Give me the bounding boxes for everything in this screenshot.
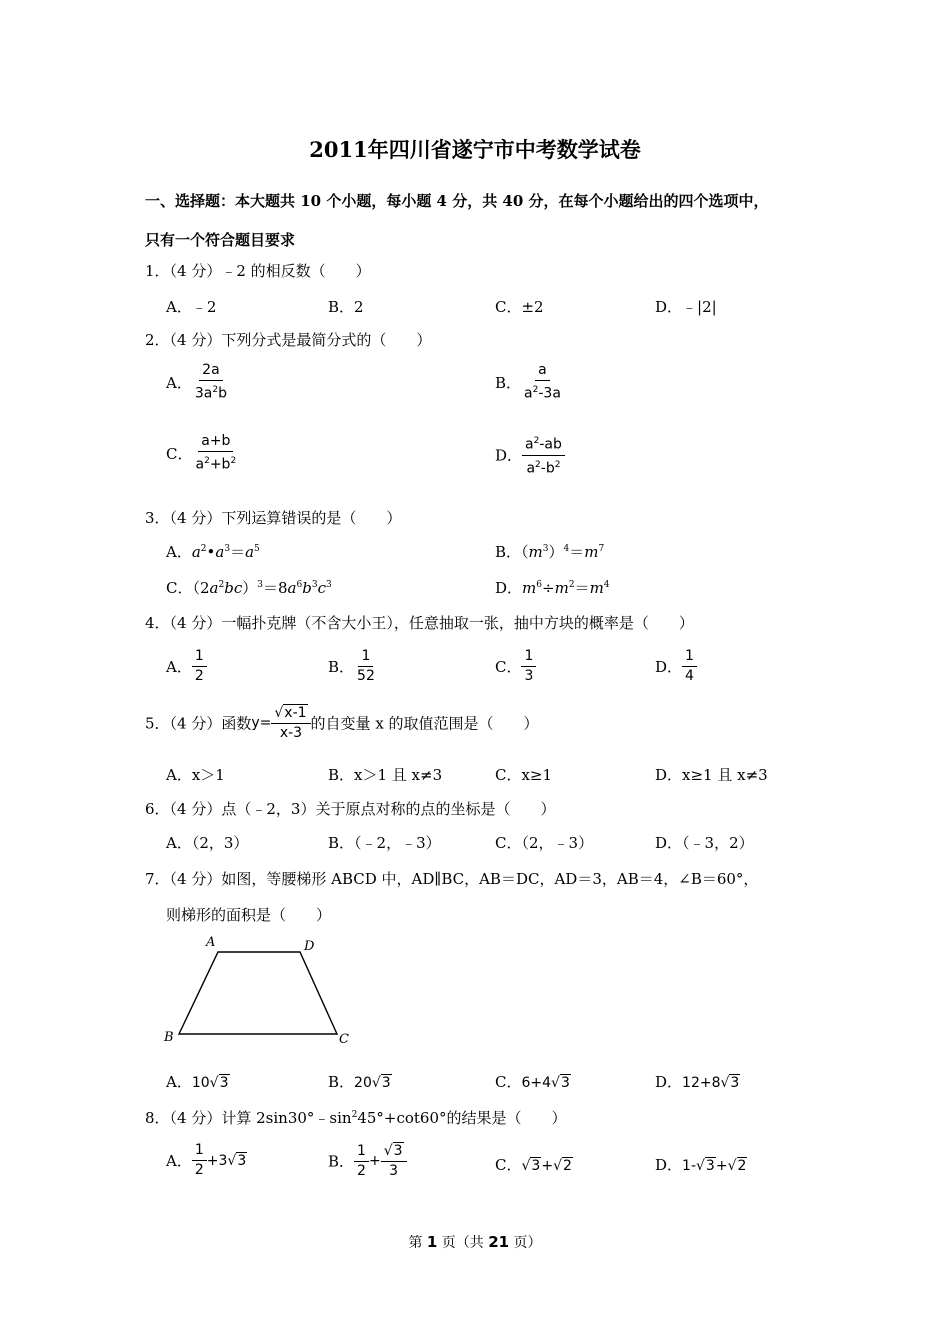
figure-label-d: D (304, 939, 315, 954)
q6-stem: 6．（4 分）点（﹣2，3）关于原点对称的点的坐标是（ ） (145, 800, 556, 818)
q7-stem-line1: 7．（4 分）如图，等腰梯形 ABCD 中，AD∥BC，AB＝DC，AD＝3，AB＝4，∠B＝60°， (145, 870, 759, 888)
q4-option-c: C． $\frac{1}{3}$ (495, 648, 536, 685)
q7-stem-line2: 则梯形的面积是（ ） (166, 906, 332, 924)
q4-option-a: A． $\frac{1}{2}$ (166, 648, 207, 685)
figure-label-c: C (339, 1032, 349, 1047)
section-heading-line1: 一、选择题：本大题共 10 个小题，每小题 4 分，共 40 分，在每个小题给出的四个选项中， (145, 192, 769, 210)
q1-option-a: A．﹣2 (166, 298, 217, 316)
q7-option-c: C．6+4√3 (495, 1073, 570, 1091)
q3-stem: 3．（4 分）下列运算错误的是（ ） (145, 509, 402, 527)
q2-option-b: B． $\frac{a}{a^2-3a}$ (495, 362, 561, 402)
q7-option-a: A．10√3 (166, 1073, 229, 1091)
q8-option-c: C．√3+√2 (495, 1156, 572, 1174)
figure-label-b: B (164, 1030, 174, 1045)
section-heading-line2: 只有一个符合题目要求 (145, 231, 296, 249)
q3-option-b: B．$(m^3)^4=m^7$ (495, 543, 605, 561)
q3-option-c: C．$(2a^2bc)^3=8a^6b^3c^3$ (166, 579, 332, 597)
q5-option-b: B．x＞1 且 x≠3 (328, 766, 443, 784)
q8-stem: 8．（4 分）计算 $2\sin 30^\circ﹣\sin^245^\circ+\cot 60^\circ$的结果是（ ） (145, 1109, 567, 1127)
page-total: 21 (488, 1233, 510, 1251)
q1-stem: 1．（4 分）﹣2 的相反数（ ） (145, 262, 371, 280)
page-number: 1 (426, 1233, 438, 1251)
q3-option-a: A．$a^2•a^3=a^5$ (166, 543, 260, 561)
q6-option-c: C．（2，﹣3） (495, 834, 594, 852)
q4-option-b: B． $\frac{1}{52}$ (328, 648, 375, 684)
q5-option-a: A．x＞1 (166, 766, 225, 784)
q2-stem: 2．（4 分）下列分式是最简分式的（ ） (145, 331, 432, 349)
q5-option-d: D．x≥1 且 x≠3 (655, 766, 768, 784)
q2-option-d: D． $\frac{a^2-ab}{a^2-b^2}$ (495, 433, 565, 477)
q2-option-a: A． $\frac{2a}{3a^2b}$ (166, 362, 227, 402)
page-title: 2011年四川省遂宁市中考数学试卷 (309, 137, 641, 162)
q8-option-d: D．1-√3+√2 (655, 1156, 747, 1174)
q3-option-d: D．$m^6\div m^2=m^4$ (495, 579, 610, 597)
q2-option-c: C． $\frac{a+b}{a^2+b^2}$ (166, 433, 237, 473)
q5-stem: 5．（4 分）函数y= $\frac{√x-1}{x-3}$ 的自变量 x 的取值范围是（ ） (145, 705, 539, 741)
q1-option-d: D．﹣|2| (655, 298, 717, 316)
q7-option-d: D．12+8√3 (655, 1073, 740, 1091)
q4-stem: 4．（4 分）一幅扑克牌（不含大小王），任意抽取一张，抽中方块的概率是（ ） (145, 614, 694, 632)
q6-option-d: D．（﹣3，2） (655, 834, 754, 852)
q7-option-b: B．20√3 (328, 1073, 391, 1091)
q6-option-b: B．（﹣2，﹣3） (328, 834, 441, 852)
q8-option-b: B． $\frac{1}{2}$ + $\frac{√3}{3}$ (328, 1142, 407, 1180)
trapezoid-figure (160, 932, 360, 1050)
figure-label-a: A (206, 935, 216, 950)
q1-option-c: C．±2 (495, 298, 544, 316)
trapezoid-shape (179, 952, 337, 1034)
q1-option-b: B．2 (328, 298, 364, 316)
q4-option-d: D． $\frac{1}{4}$ (655, 648, 697, 685)
q6-option-a: A．（2，3） (166, 834, 249, 852)
page-footer: 第 1 页（共 21 页） (408, 1233, 542, 1251)
q8-option-a: A． $\frac{1}{2}$ +3√3 (166, 1142, 247, 1178)
q5-option-c: C．x≥1 (495, 766, 553, 784)
